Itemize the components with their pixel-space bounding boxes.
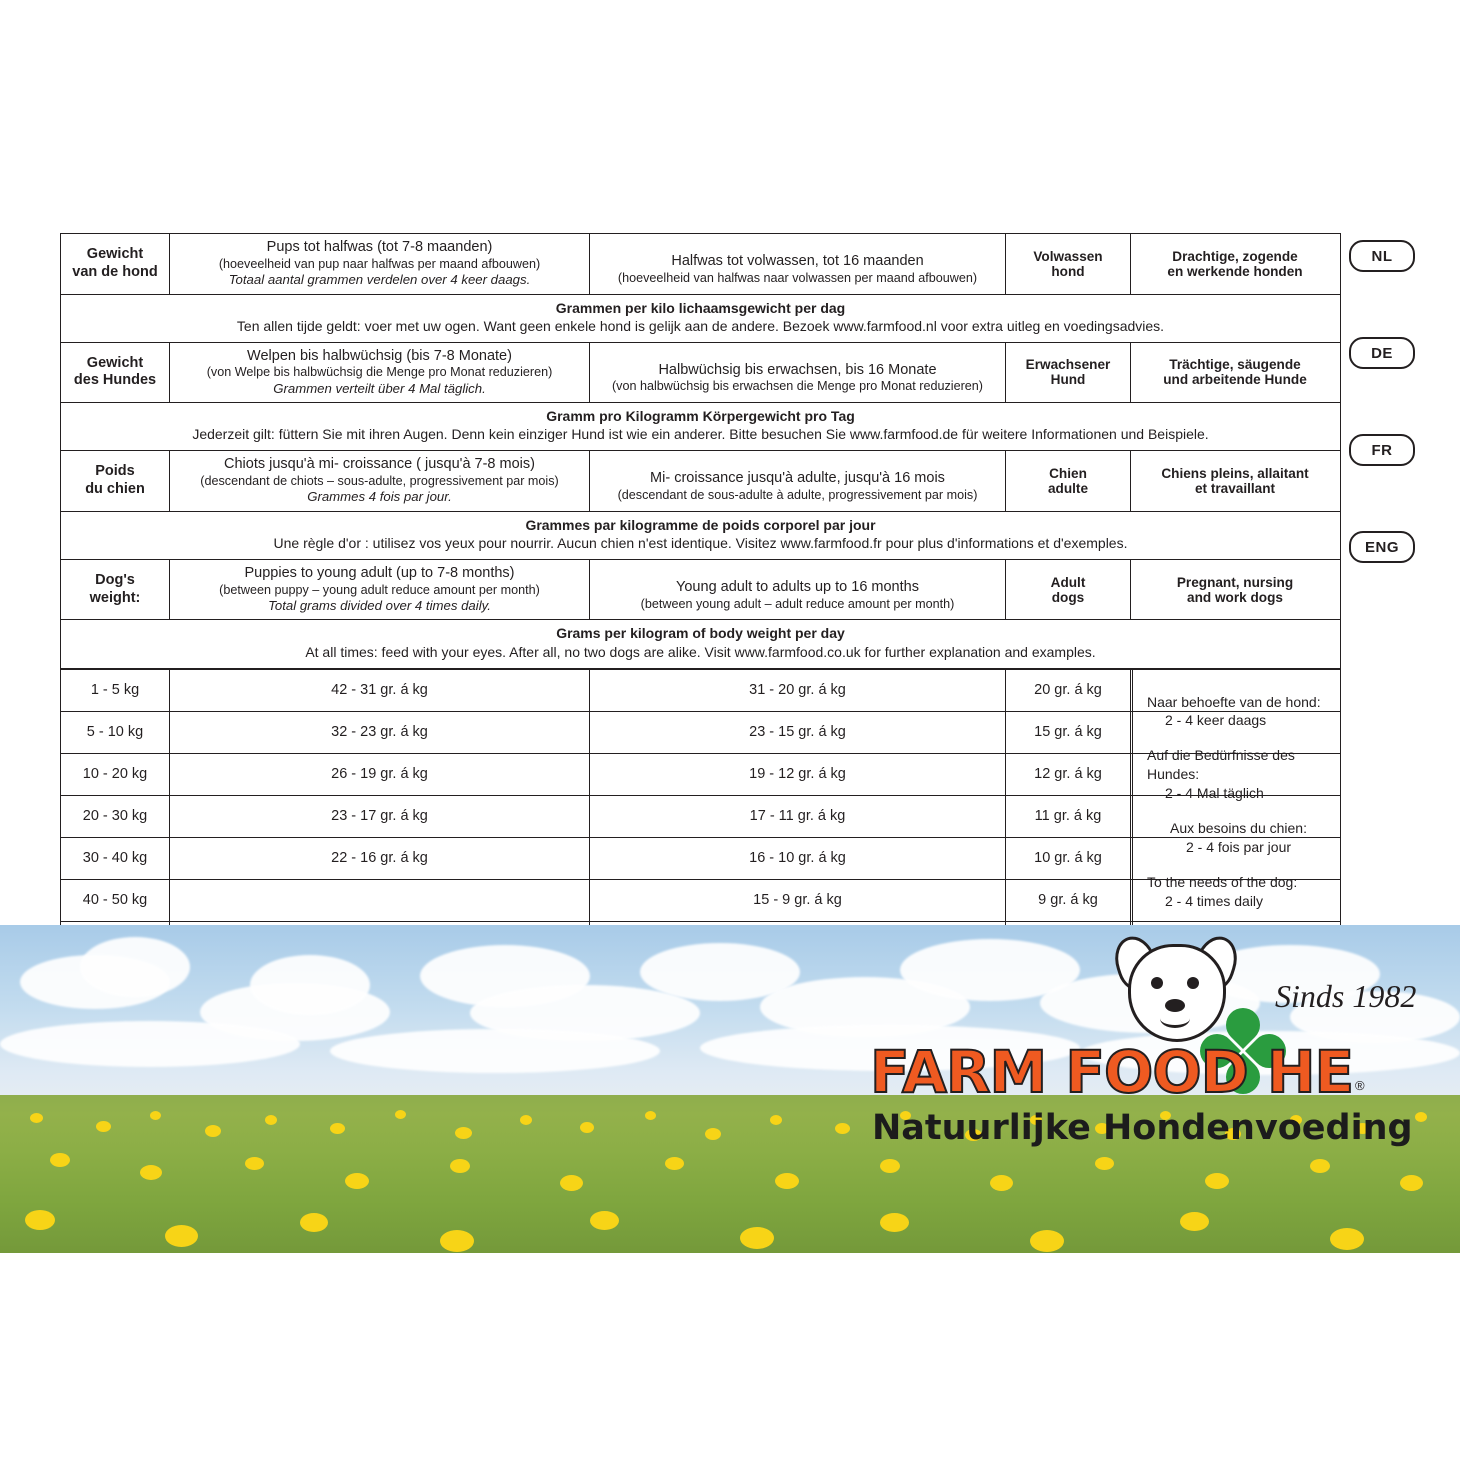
cell-weight: 1 - 5 kg [61, 670, 170, 711]
header-row-fr [61, 451, 1340, 511]
puppy-title: Pups tot halfwas (tot 7-8 maanden) [266, 239, 493, 255]
cell-adult: 9 gr. á kg [1006, 880, 1131, 921]
cell-adult: 20 gr. á kg [1006, 670, 1131, 711]
col-header-young-eng [590, 560, 1006, 620]
dosage-rows [61, 669, 1340, 963]
col-header-weight-nl [61, 234, 170, 294]
young-sub: (descendant de sous-adulte à adulte, progressivement par mois) [617, 487, 978, 502]
weight-label-line1: Dog's [95, 571, 135, 588]
col-header-puppy-nl [170, 234, 590, 294]
puppy-sub: (descendant de chiots – sous-adulte, progressivement par mois) [200, 473, 559, 488]
col-header-pregnant-fr [1131, 451, 1339, 511]
frequency-eng [1147, 873, 1330, 911]
frequency-fr-line2: 2 - 4 fois par jour [1185, 838, 1292, 855]
col-header-pregnant-eng [1131, 560, 1339, 620]
brand-tagline: Natuurlijke Hondenvoeding [872, 1108, 1413, 1148]
col-header-puppy-de [170, 343, 590, 403]
language-badge-fr: FR [1349, 434, 1415, 466]
puppy-sub: (von Welpe bis halbwüchsig die Menge pro Monat reduzieren) [206, 365, 553, 380]
weight-label-line1: Poids [95, 463, 135, 480]
note-row-eng [61, 619, 1340, 667]
puppy-sub: (between puppy – young adult reduce amount per month) [219, 582, 540, 597]
farmfood-logo [860, 930, 1417, 1155]
weight-label-line2: des Hundes [73, 372, 157, 389]
weight-label-line2: du chien [85, 481, 145, 498]
col-header-weight-fr [61, 451, 170, 511]
adult-line2: dogs [1051, 589, 1085, 605]
col-header-pregnant-nl [1131, 234, 1339, 294]
pregnant-line2: et travaillant [1194, 481, 1276, 497]
cell-young: 16 - 10 gr. á kg [590, 838, 1006, 879]
col-header-adult-eng [1006, 560, 1131, 620]
feeding-guide-table [60, 233, 1341, 964]
note-main-nl: Grammen per kilo lichaamsgewicht per dag [555, 299, 846, 316]
frequency-eng-line1: To the needs of the dog: [1147, 873, 1298, 890]
language-badge-eng: ENG [1349, 531, 1415, 563]
cell-puppy [170, 880, 590, 921]
adult-line1: Adult [1050, 574, 1086, 590]
adult-line2: hond [1051, 263, 1085, 279]
registered-mark: ® [1355, 1078, 1365, 1093]
frequency-nl-line1: Naar behoefte van de hond: [1147, 693, 1321, 710]
frequency-nl-line2: 2 - 4 keer daags [1165, 712, 1267, 729]
language-block-nl [61, 234, 1340, 343]
puppy-italic: Grammes 4 fois par jour. [307, 489, 452, 505]
cell-weight: 20 - 30 kg [61, 796, 170, 837]
weight-label-line1: Gewicht [86, 246, 144, 263]
young-title: Halbwüchsig bis erwachsen, bis 16 Monate [658, 361, 937, 378]
cloud-icon [250, 955, 370, 1015]
col-header-adult-de [1006, 343, 1131, 403]
young-sub: (between young adult – adult reduce amount per month) [640, 596, 955, 611]
cell-adult: 15 gr. á kg [1006, 712, 1131, 753]
note-main-eng: Grams per kilogram of body weight per day [556, 625, 845, 642]
col-header-puppy-eng [170, 560, 590, 620]
cell-adult: 11 gr. á kg [1006, 796, 1131, 837]
cell-young: 19 - 12 gr. á kg [590, 754, 1006, 795]
pregnant-line2: and work dogs [1187, 589, 1283, 605]
cell-puppy: 23 - 17 gr. á kg [170, 796, 590, 837]
frequency-fr-line1: Aux besoins du chien: [1170, 819, 1307, 836]
adult-line1: Volwassen [1033, 248, 1103, 264]
pregnant-line1: Trächtige, säugende [1169, 357, 1301, 373]
cloud-icon [80, 937, 190, 997]
cell-weight: 30 - 40 kg [61, 838, 170, 879]
adult-line2: Hund [1050, 372, 1086, 388]
col-header-pregnant-de [1131, 343, 1339, 403]
note-main-fr: Grammes par kilogramme de poids corporel par jour [525, 516, 876, 533]
young-title: Mi- croissance jusqu'à adulte, jusqu'à 16 mois [650, 470, 945, 487]
puppy-italic: Total grams divided over 4 times daily. [268, 597, 491, 613]
adult-line2: adulte [1047, 481, 1089, 497]
frequency-nl [1147, 693, 1330, 731]
cloud-icon [0, 1021, 300, 1067]
frequency-eng-line2: 2 - 4 times daily [1165, 892, 1264, 909]
since-text: Sinds 1982 [1275, 978, 1417, 1014]
weight-label-line1: Gewicht [86, 354, 144, 371]
cell-adult: 12 gr. á kg [1006, 754, 1131, 795]
note-row-fr [61, 511, 1340, 559]
col-header-young-de [590, 343, 1006, 403]
language-block-de [61, 343, 1340, 452]
pregnant-line1: Chiens pleins, allaitant [1161, 466, 1309, 482]
dog-eye-left [1151, 977, 1163, 989]
note-sub-de: Jederzeit gilt: füttern Sie mit ihren Augen. Denn kein einziger Hund ist wie ein anderer. Bitte besuchen Sie www.farmfood.de für weitere Informationen und Beispiele. [192, 426, 1209, 443]
cell-puppy: 22 - 16 gr. á kg [170, 838, 590, 879]
language-block-eng [61, 560, 1340, 669]
frequency-de-line1: Auf die Bedürfnisse des Hundes: [1147, 747, 1295, 783]
puppy-title: Welpen bis halbwüchsig (bis 7-8 Monate) [247, 347, 512, 364]
weight-label-line2: van de hond [72, 263, 158, 280]
puppy-title: Puppies to young adult (up to 7-8 months) [244, 564, 515, 581]
note-main-de: Gramm pro Kilogramm Körpergewicht pro Tag [546, 408, 855, 425]
col-header-young-nl [590, 234, 1006, 294]
header-row-nl [61, 234, 1340, 294]
puppy-sub: (hoeveelheid van pup naar halfwas per maand afbouwen) [218, 256, 541, 271]
cell-young: 15 - 9 gr. á kg [590, 880, 1006, 921]
cell-young: 17 - 11 gr. á kg [590, 796, 1006, 837]
young-title: Halfwas tot volwassen, tot 16 maanden [671, 253, 924, 269]
cell-weight: 10 - 20 kg [61, 754, 170, 795]
language-badge-de: DE [1349, 337, 1415, 369]
cell-puppy: 42 - 31 gr. á kg [170, 670, 590, 711]
pregnant-line2: und arbeitende Hunde [1163, 372, 1307, 388]
cell-young: 23 - 15 gr. á kg [590, 712, 1006, 753]
adult-line1: Erwachsener [1025, 357, 1111, 373]
language-block-fr [61, 451, 1340, 560]
pregnant-line2: en werkende honden [1167, 263, 1303, 279]
adult-line1: Chien [1049, 466, 1087, 482]
cell-puppy: 26 - 19 gr. á kg [170, 754, 590, 795]
col-header-young-fr [590, 451, 1006, 511]
young-sub: (von halbwüchsig bis erwachsen die Menge pro Monat reduzieren) [611, 379, 984, 394]
pregnant-line1: Drachtige, zogende [1172, 248, 1298, 264]
note-sub-nl: Ten allen tijde geldt: voer met uw ogen. Want geen enkele hond is gelijk aan de andere. Bezoek www.farmfood.nl voor extra uitleg en voedingsadvies. [236, 317, 1165, 334]
col-header-adult-nl [1006, 234, 1131, 294]
brand-name: FARM FOOD HE [870, 1038, 1354, 1106]
young-title: Young adult to adults up to 16 months [676, 578, 919, 595]
col-header-weight-de [61, 343, 170, 403]
dog-eye-right [1187, 977, 1199, 989]
pregnant-line1: Pregnant, nursing [1176, 574, 1294, 590]
note-sub-fr: Une règle d'or : utilisez vos yeux pour nourrir. Aucun chien n'est identique. Visitez www.farmfood.fr pour plus d'informations et d'exemples. [273, 534, 1128, 551]
note-row-de [61, 402, 1340, 450]
cell-weight: 40 - 50 kg [61, 880, 170, 921]
cell-puppy: 32 - 23 gr. á kg [170, 712, 590, 753]
dog-mouth [1160, 1009, 1190, 1028]
col-header-puppy-fr [170, 451, 590, 511]
col-header-adult-fr [1006, 451, 1131, 511]
frequency-de-line2: 2 - 4 Mal täglich [1165, 785, 1264, 802]
note-row-nl [61, 294, 1340, 342]
header-row-eng [61, 560, 1340, 620]
note-sub-eng: At all times: feed with your eyes. After all, no two dogs are alike. Visit www.farmfood.co.uk for further explanation and examples. [305, 643, 1096, 660]
weight-label-line2: weight: [89, 589, 141, 606]
header-row-de [61, 343, 1340, 403]
col-header-weight-eng [61, 560, 170, 620]
feeding-frequency-box [1132, 669, 1340, 963]
cloud-icon [330, 1029, 660, 1073]
puppy-italic: Totaal aantal grammen verdelen over 4 keer daags. [228, 272, 531, 288]
frequency-de [1147, 746, 1330, 803]
language-badge-nl: NL [1349, 240, 1415, 272]
frequency-fr [1147, 819, 1330, 857]
puppy-italic: Grammen verteilt über 4 Mal täglich. [273, 380, 486, 396]
young-sub: (hoeveelheid van halfwas naar volwassen per maand afbouwen) [617, 270, 978, 285]
puppy-title: Chiots jusqu'à mi- croissance ( jusqu'à 7-8 mois) [224, 456, 535, 473]
cell-young: 31 - 20 gr. á kg [590, 670, 1006, 711]
cell-weight: 5 - 10 kg [61, 712, 170, 753]
cell-adult: 10 gr. á kg [1006, 838, 1131, 879]
